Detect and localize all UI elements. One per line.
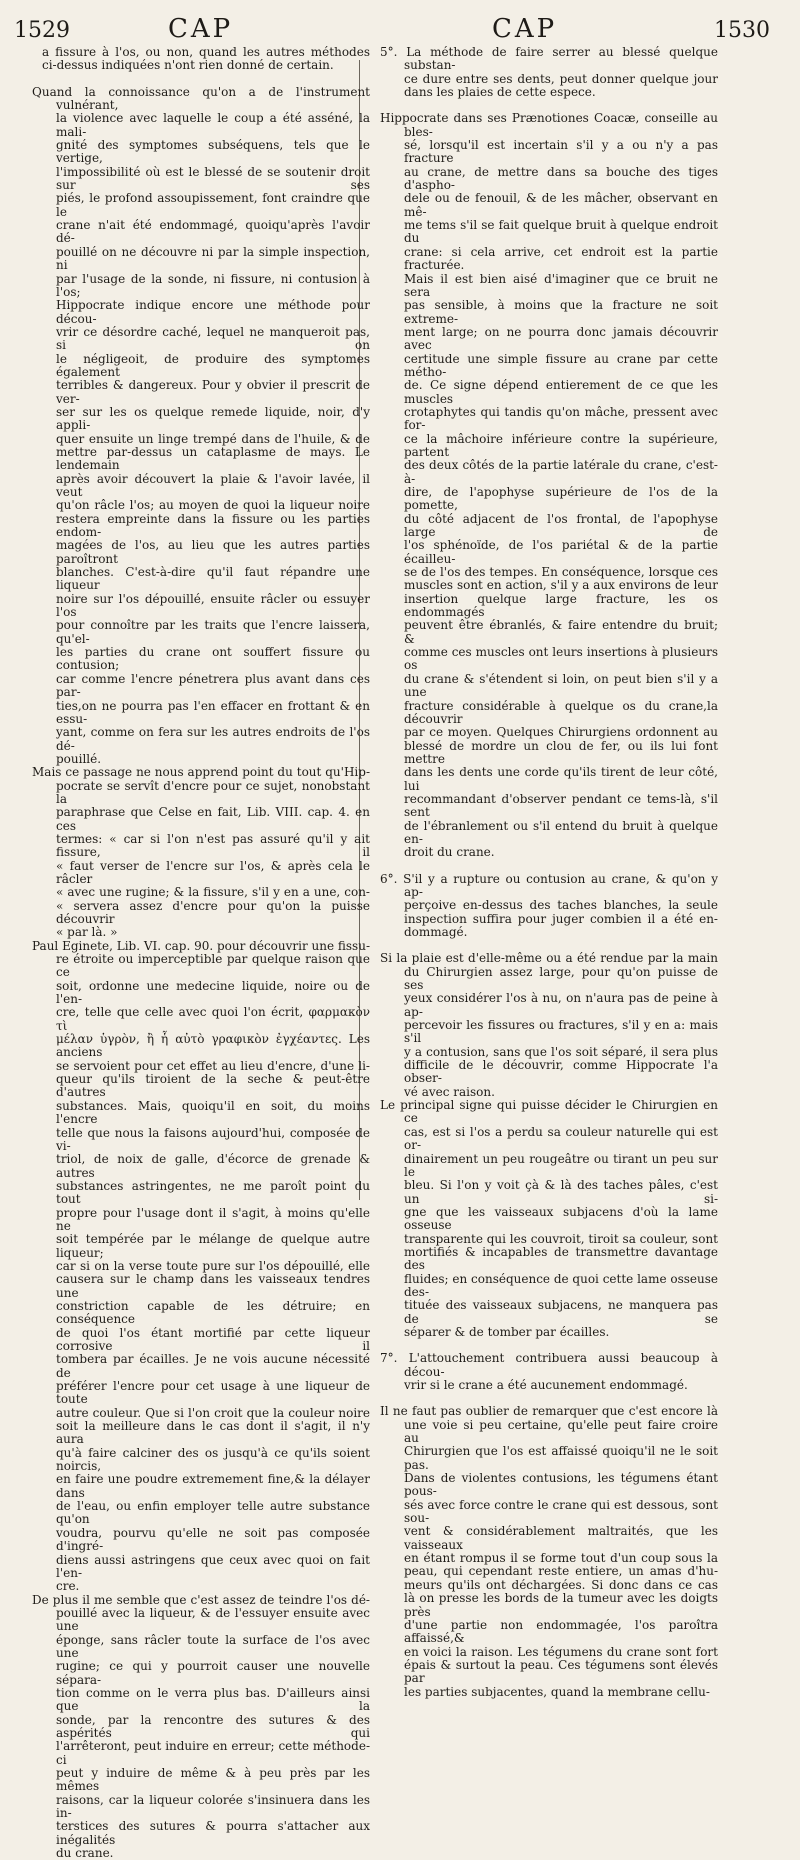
text-line: vent & considérablement maltraités, que les vaisseaux [404, 1524, 718, 1552]
text-line: Paul Eginete, Lib. VI. cap. 90. pour découvrir une fissu- [32, 938, 370, 953]
paragraph [368, 952, 718, 1099]
text-line: diens aussi astringens que ceux avec quoi on fait l'en- [56, 1552, 370, 1580]
text-line: tombera par écailles. Je ne vois aucune nécessité de [56, 1352, 370, 1380]
text-line: vrir ce désordre caché, lequel ne manqueroit pas, si on [56, 324, 370, 353]
text-line: pouillé. [56, 751, 102, 766]
text-line: pouillé on ne découvre ni par la simple inspection, ni [56, 244, 370, 273]
text-line: inspection suffira pour juger combien il a été en- [404, 911, 718, 926]
text-line: peut y induire de même & à peu près par les mêmes [56, 1766, 370, 1794]
text-line: dinairement un peu rougeâtre ou tirant un peu sur le [404, 1151, 718, 1179]
text-line: crane: si cela arrive, cet endroit est la partie fracturée. [404, 244, 718, 273]
text-line: qu'on râcle l'os; au moyen de quoi la liqueur noire [56, 498, 370, 513]
text-line: mortifiés & incapables de transmettre davantage des [404, 1244, 718, 1273]
text-line: perçoive en-dessus des taches blanches, la seule [404, 898, 718, 913]
text-line: autre couleur. Que si l'on croit que la couleur noire [56, 1405, 370, 1420]
text-line: bleu. Si l'on y voit çà & là des taches pâles, c'est un si- [404, 1178, 718, 1206]
text-line: par l'usage de la sonde, ni fissure, ni contusion à l'os; [56, 271, 370, 299]
paragraph [368, 873, 718, 940]
text-line: Hippocrate dans ses Prænotiones Coacæ, conseille au bles- [380, 111, 718, 139]
text-line: par ce moyen. Quelques Chirurgiens ordonnent au [404, 725, 718, 740]
text-line: Chirurgien que l'os est affaissé quoiqu'il ne le soit pas. [404, 1444, 718, 1472]
text-line: triol, de noix de galle, d'écorce de grenade & autres [56, 1152, 370, 1180]
paragraph-gap [368, 1339, 718, 1352]
text-line: qu'à faire calciner des os jusqu'à ce qu'ils soient noircis, [56, 1445, 370, 1474]
text-line: crotaphytes qui tandis qu'on mâche, pressent avec for- [404, 404, 718, 433]
text-line: de l'eau, ou enfin employer telle autre substance qu'on [56, 1499, 370, 1527]
text-line: cas, est si l'os a perdu sa couleur naturelle qui est or- [404, 1124, 718, 1153]
text-line: de quoi l'os étant mortifié par cette liqueur corrosive il [56, 1325, 370, 1353]
text-line: blanches. C'est-à-dire qu'il faut répandre une liqueur [56, 565, 370, 593]
text-line: gne que les vaisseaux subjacens d'où la lame osseuse [404, 1204, 718, 1233]
text-line: « servera assez d'encre pour qu'on la puisse découvrir [56, 898, 370, 926]
text-line: peau, qui cependant reste entiere, un amas d'hu- [404, 1564, 718, 1579]
text-line: Il ne faut pas oublier de remarquer que c'est encore là [380, 1404, 718, 1419]
text-line: re étroite ou imperceptible par quelque raison que ce [56, 952, 370, 980]
text-line: tion comme on le verra plus bas. D'ailleurs ainsi que la [56, 1685, 370, 1714]
text-line: vé avec raison. [404, 1084, 495, 1099]
text-line: terribles & dangereux. Pour y obvier il prescrit de ver- [56, 378, 370, 406]
text-line: du côté adjacent de l'os frontal, de l'apophyse large de [404, 511, 718, 540]
text-line: après avoir découvert la plaie & l'avoir lavée, il veut [56, 471, 370, 499]
text-line: en voici la raison. Les tégumens du crane sont fort [404, 1644, 718, 1659]
text-line: « avec une rugine; & la fissure, s'il y en a une, con- [56, 885, 370, 900]
paragraph [20, 1594, 370, 1860]
text-line: 6°. S'il y a rupture ou contusion au crane, & qu'on y ap- [380, 871, 718, 899]
text-line: dire, de l'apophyse supérieure de l'os de la pomette, [404, 485, 718, 513]
right-page-number: 1530 [714, 18, 770, 43]
text-line: mettre par-dessus un cataplasme de mays. Le lendemain [56, 444, 370, 473]
left-running-head: CAP [168, 14, 234, 44]
text-line: ce dure entre ses dents, peut donner quelque jour [404, 71, 718, 86]
text-line: au crane, de mettre dans sa bouche des tiges d'aspho- [404, 164, 718, 193]
text-line: l'impossibilité où est le blessé de se soutenir droit sur ses [56, 164, 370, 193]
text-line: cre, telle que celle avec quoi l'on écrit, φαρμακὸν τὶ [56, 1005, 370, 1033]
paragraph-gap [368, 860, 718, 873]
text-line: a fissure à l'os, ou non, quand les autres méthodes [42, 45, 370, 59]
text-line: fracture considérable à quelque os du crane,la découvrir [404, 698, 718, 726]
text-line: Dans de violentes contusions, les tégumens étant pous- [404, 1471, 718, 1499]
text-line: du Chirurgien assez large, pour qu'on puisse de ses [404, 964, 718, 993]
text-line: Hippocrate indique encore une méthode pour décou- [56, 298, 370, 326]
text-line: en étant rompus il se forme tout d'un coup sous la [404, 1551, 718, 1566]
text-line: comme ces muscles ont leurs insertions à plusieurs os [404, 645, 718, 673]
text-line: μέλαν ὑγρὸν, ἢ ἧ αὐτὸ γραφικὸν ἐγχέαντες. Les anciens [56, 1032, 370, 1060]
text-line: De plus il me semble que c'est assez de teindre l'os dé- [32, 1592, 370, 1607]
paragraph-gap [368, 1392, 718, 1405]
text-line: quer ensuite un linge trempé dans de l'huile, & de [56, 431, 370, 446]
text-line: substances. Mais, quoiqu'il en soit, du moins l'encre [56, 1098, 370, 1127]
text-line: pas sensible, à moins que la fracture ne soit extreme- [404, 298, 718, 326]
paragraph [368, 1099, 718, 1339]
text-line: propre pour l'usage dont il s'agit, à moins qu'elle ne [56, 1205, 370, 1233]
text-line: sonde, par la rencontre des sutures & des aspérités qui [56, 1712, 370, 1740]
text-line: noire sur l'os dépouillé, ensuite râcler ou essuyer l'os [56, 591, 370, 620]
paragraph-gap [20, 73, 370, 86]
text-line: percevoir les fissures ou fractures, s'il y en a: mais s'il [404, 1018, 718, 1046]
paragraph [368, 46, 718, 99]
text-line: Quand la connoissance qu'on a de l'instrument vulnérant, [32, 84, 370, 113]
paragraph [368, 1405, 718, 1699]
text-line: la violence avec laquelle le coup a été asséné, la mali- [56, 111, 370, 139]
text-line: certitude une simple fissure au crane par cette métho- [404, 351, 718, 379]
left-column [20, 46, 370, 1860]
text-line: éponge, sans râcler toute la surface de l'os avec une [56, 1632, 370, 1660]
left-page-number: 1529 [14, 18, 70, 43]
text-line: blessé de mordre un clou de fer, ou ils lui font mettre [404, 738, 718, 766]
text-line: « par là. » [56, 925, 118, 940]
text-line: gnité des symptomes subséquens, tels que le vertige, [56, 138, 370, 166]
text-line: le négligeoit, de produire des symptomes également [56, 351, 370, 379]
text-line: dommagé. [404, 925, 468, 939]
text-line: queur qu'ils tiroient de la seche & peut-être d'autres [56, 1072, 370, 1100]
text-line: difficile de le découvrir, comme Hippocrate l'a obser- [404, 1058, 718, 1086]
text-line: ci-dessus indiquées n'ont rien donné de certain. [42, 58, 334, 73]
paragraph [20, 766, 370, 939]
paragraph [368, 1352, 718, 1392]
text-line: de l'ébranlement ou s'il entend du bruit à quelque en- [404, 818, 718, 846]
text-line: Si la plaie est d'elle-même ou a été rendue par la main [380, 951, 718, 966]
text-line: là on presse les bords de la tumeur avec les doigts près [404, 1591, 718, 1619]
text-line: les parties du crane ont souffert fissure ou contusion; [56, 645, 370, 673]
text-line: pouillé avec la liqueur, & de l'essuyer ensuite avec une [56, 1605, 370, 1634]
text-line: crane n'ait été endommagé, quoiqu'après l'avoir dé- [56, 218, 370, 246]
text-line: piés, le profond assoupissement, font craindre que le [56, 191, 370, 219]
text-line: ties,on ne pourra pas l'en effacer en frottant & en essu- [56, 698, 370, 726]
text-line: 5°. La méthode de faire serrer au blessé quelque substan- [380, 45, 718, 73]
text-line: yant, comme on fera sur les autres endroits de l'os dé- [56, 725, 370, 753]
text-line: l'os sphénoïde, de l'os pariétal & de la partie écailleu- [404, 538, 718, 566]
text-line: pour connoître par les traits que l'encre laissera, qu'el- [56, 618, 370, 646]
text-line: car comme l'encre pénetrera plus avant dans ces par- [56, 671, 370, 700]
text-line: paraphrase que Celse en fait, Lib. VIII. cap. 4. en ces [56, 805, 370, 833]
text-line: fluides; en conséquence de quoi cette lame osseuse des- [404, 1271, 719, 1299]
text-line: soit, ordonne une medecine liquide, noire ou de l'en- [56, 978, 370, 1007]
right-column [368, 46, 718, 1699]
text-line: raisons, car la liqueur colorée s'insinuera dans les in- [56, 1792, 370, 1821]
text-line: termes: « car si l'on n'est pas assuré qu'il y ait fissure, il [56, 831, 370, 860]
text-line: l'arrêteront, peut induire en erreur; cette méthode-ci [56, 1739, 370, 1767]
text-line: « faut verser de l'encre sur l'os, & après cela le râcler [56, 858, 370, 886]
text-line: vrir si le crane a été aucunement endommagé. [404, 1378, 688, 1392]
paragraph [20, 46, 370, 73]
text-line: magées de l'os, au lieu que les autres parties paroîtront [56, 538, 370, 566]
text-line: rugine; ce qui y pourroit causer une nouvelle sépara- [56, 1659, 370, 1687]
text-line: dans les plaies de cette espece. [404, 85, 596, 100]
text-line: droit du crane. [404, 845, 495, 860]
text-line: séparer & de tomber par écailles. [404, 1324, 610, 1339]
text-line: causera sur le champ dans les vaisseaux tendres une [56, 1272, 370, 1300]
text-line: ce la mâchoire inférieure contre la supérieure, partent [404, 431, 718, 459]
text-line: se de l'os des tempes. En conséquence, lorsque ces [404, 565, 718, 580]
text-line: transparente qui les couvroit, tiroit sa couleur, sont [404, 1231, 718, 1246]
paragraph [20, 86, 370, 767]
text-line: muscles sont en action, s'il y a aux environs de leur [404, 578, 718, 593]
text-line: du crane & s'étendent si loin, on peut bien s'il y a une [404, 671, 718, 700]
text-line: une voie si peu certaine, qu'elle peut faire croire au [404, 1417, 718, 1446]
text-line: telle que nous la faisons aujourd'hui, composée de vi- [56, 1125, 370, 1153]
text-line: épais & surtout la peau. Ces tégumens sont élevés par [404, 1657, 718, 1686]
text-line: en faire une poudre extremement fine,& la délayer dans [56, 1472, 370, 1500]
text-line: cre. [56, 1579, 80, 1594]
text-line: d'une partie non endommagée, l'os paroîtra affaissé,& [404, 1617, 718, 1646]
text-line: recommandant d'observer pendant ce tems-là, s'il sent [404, 791, 718, 820]
text-line: restera empreinte dans la fissure ou les parties endom- [56, 511, 370, 540]
text-line: du crane. [56, 1846, 114, 1860]
text-line: Le principal signe qui puisse décider le Chirurgien en ce [380, 1098, 718, 1126]
text-line: soit tempérée par le mélange de quelque autre liqueur; [56, 1232, 370, 1260]
text-line: dans les dents une corde qu'ils tirent de leur côté, lui [404, 765, 718, 793]
text-line: sé, lorsqu'il est incertain s'il y a ou n'y a pas fracture [404, 138, 718, 166]
paragraph [20, 940, 370, 1594]
text-line: ment large; on ne pourra donc jamais découvrir avec [404, 324, 718, 353]
right-running-head: CAP [492, 14, 558, 44]
text-line: peuvent être ébranlés, & faire entendre du bruit; & [404, 618, 718, 646]
text-line: tituée des vaisseaux subjacens, ne manquera pas de se [404, 1298, 718, 1326]
text-line: les parties subjacentes, quand la membrane cellu- [404, 1684, 710, 1699]
text-line: soit la meilleure dans le cas dont il s'agit, il n'y aura [56, 1419, 370, 1447]
text-line: meurs qu'ils ont déchargées. Si donc dans ce cas [404, 1577, 718, 1592]
text-line: de. Ce signe dépend entierement de ce que les muscles [404, 378, 718, 406]
text-line: des deux côtés de la partie latérale du crane, c'est-à- [404, 458, 718, 486]
text-line: terstices des sutures & pourra s'attacher aux inégalités [56, 1819, 370, 1847]
text-line: Mais il est bien aisé d'imaginer que ce bruit ne sera [404, 271, 718, 299]
text-line: Mais ce passage ne nous apprend point du tout qu'Hip- [32, 765, 370, 780]
paragraph [368, 112, 718, 859]
text-line: insertion quelque large fracture, les os endommagés [404, 591, 718, 620]
text-line: y a contusion, sans que l'os soit séparé, il sera plus [404, 1044, 718, 1059]
text-line: car si on la verse toute pure sur l'os dépouillé, elle [56, 1258, 370, 1273]
text-line: pocrate se servît d'encre pour ce sujet, nonobstant la [56, 778, 370, 806]
text-line: 7°. L'attouchement contribuera aussi beaucoup à décou- [380, 1351, 718, 1379]
text-line: dele ou de fenouil, & de les mâcher, observant en mê- [404, 191, 718, 219]
text-line: se servoient pour cet effet au lieu d'encre, d'une li- [56, 1058, 370, 1073]
text-line: yeux considérer l'os à nu, on n'aura pas de peine à ap- [404, 991, 718, 1019]
text-line: voudra, pourvu qu'elle ne soit pas composée d'ingré- [56, 1525, 370, 1554]
text-line: me tems s'il se fait quelque bruit à quelque endroit du [404, 218, 718, 246]
text-line: ser sur les os quelque remede liquide, noir, d'y appli- [56, 404, 370, 433]
text-line: sés avec force contre le crane qui est dessous, sont sou- [404, 1497, 718, 1526]
text-line: substances astringentes, ne me paroît point du tout [56, 1178, 370, 1207]
text-line: constriction capable de les détruire; en conséquence [56, 1298, 370, 1327]
text-line: préférer l'encre pour cet usage à une liqueur de toute [56, 1379, 370, 1407]
